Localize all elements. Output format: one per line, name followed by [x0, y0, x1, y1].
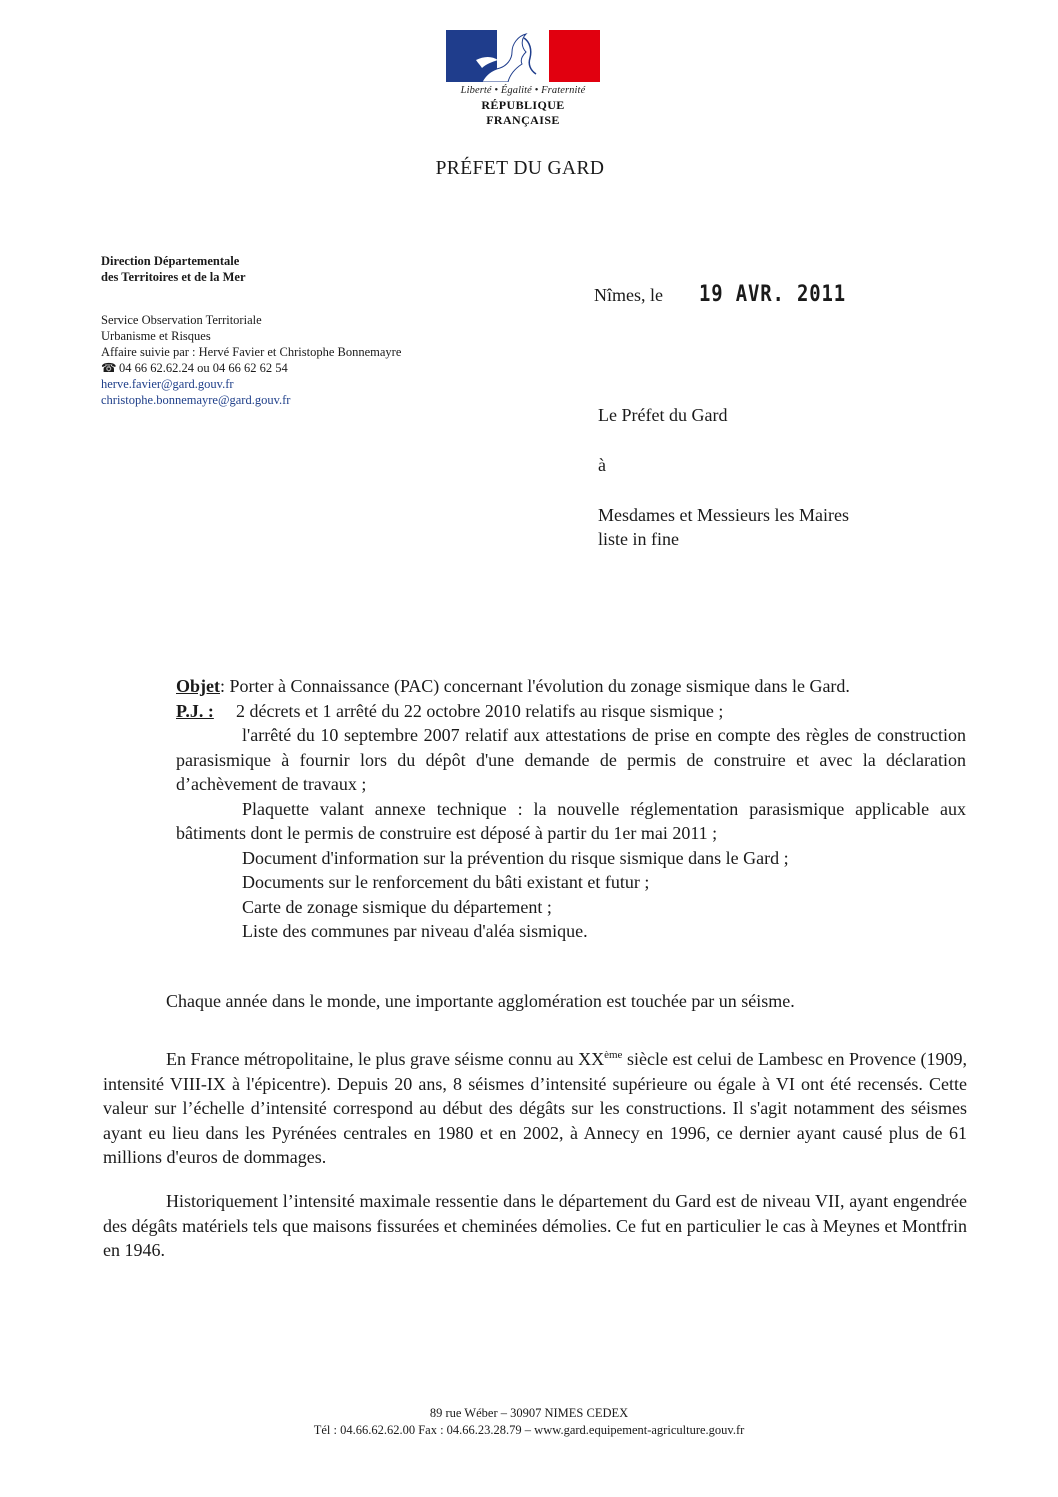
paragraph-1 [103, 989, 967, 1014]
paragraph-2 [103, 1043, 967, 1170]
footer-contact: Tél : 04.66.62.62.00 Fax : 04.66.23.28.79 – www.gard.equipement-agriculture.gouv.fr [313, 1423, 745, 1437]
objet-label: Objet [176, 676, 220, 696]
date-place: Nîmes, le [594, 285, 663, 305]
pj-item-7: Liste des communes par niveau d'aléa sismique. [242, 921, 588, 941]
paragraph-3 [103, 1189, 967, 1263]
paragraph-2-rest: siècle est celui de Lambesc en Provence (1909, intensité VIII-IX à l'épicentre). Depuis 20 ans, 8 séismes d’intensité supérieure ou égale à VI ont été recensés. Cette valeur sur l’échelle d’intensité correspond au début des dégâts sur les constructions. Il s'agit notamment des séismes ayant eu lieu dans les Pyrénées centrales en 1980 et en 2002, à Annecy en 1996, ce dernier ayant causé plus de 61 millions d'euros de dommages. [103, 1049, 968, 1167]
pj-list [176, 723, 966, 944]
phone-number: 04 66 62.62.24 ou 04 66 62 62 54 [119, 361, 288, 375]
email-link-2[interactable]: christophe.bonnemayre@gard.gouv.fr [101, 393, 291, 407]
service-line-1: Service Observation Territoriale [101, 313, 262, 327]
pj-item-4: Document d'information sur la prévention du risque sismique dans le Gard ; [242, 847, 789, 868]
date-line [594, 282, 870, 307]
org-line-2: des Territoires et de la Mer [101, 270, 246, 284]
org-line-1: Direction Départementale [101, 254, 240, 268]
pj-item-1: 2 décrets et 1 arrêté du 22 octobre 2010 relatifs au risque sismique ; [236, 700, 724, 721]
footer-address: 89 rue Wéber – 30907 NIMES CEDEX [429, 1406, 629, 1420]
pj-item-3: Plaquette valant annexe technique : la nouvelle réglementation parasismique applicable aux bâtiments dont le permis de construire est déposé à partir du 1er mai 2011 ; [176, 798, 966, 843]
recipient-line-2: liste in fine [598, 529, 679, 549]
objet-block [176, 674, 966, 944]
recipient-line-1: Mesdames et Messieurs les Maires [598, 505, 849, 525]
email-link-1[interactable]: herve.favier@gard.gouv.fr [101, 377, 234, 391]
paragraph-1-text: Chaque année dans le monde, une importante agglomération est touchée par un séisme. [166, 991, 795, 1011]
pj-item-2: l'arrêté du 10 septembre 2007 relatif aux attestations de prise en compte des règles de construction parasismique à fournir lors du dépôt d'une demande de permis de construire et avec la déclaration d’achèvement de travaux ; [176, 725, 966, 794]
service-line-2: Urbanisme et Risques [101, 329, 211, 343]
recipient-from: Le Préfet du Gard [598, 405, 728, 425]
objet-text: : Porter à Connaissance (PAC) concernant l'évolution du zonage sismique dans le Gard. [220, 676, 850, 696]
service-contact-block [101, 312, 401, 408]
paragraph-2-superscript: ème [604, 1049, 623, 1061]
prefet-title: PRÉFET DU GARD [435, 158, 605, 179]
date-stamp: 19 AVR. 2011 [699, 282, 847, 307]
republic-name: RÉPUBLIQUE FRANÇAISE [481, 98, 565, 127]
marianne-flag-icon [446, 30, 600, 82]
pj-first-row [176, 699, 966, 724]
objet-line [176, 674, 966, 699]
marianne-logo [446, 30, 600, 128]
motto-text: Liberté • Égalité • Fraternité [460, 85, 586, 96]
pj-label: P.J. : [176, 700, 214, 721]
paragraph-2-start: En France métropolitaine, le plus grave séisme connu au XX [166, 1049, 605, 1069]
recipient-to-word: à [598, 455, 606, 475]
sender-organization [101, 253, 246, 285]
phone-line [101, 360, 401, 376]
pj-item-5: Documents sur le renforcement du bâti existant et futur ; [242, 872, 650, 892]
telephone-icon: ☎ [101, 361, 117, 375]
pj-item-6: Carte de zonage sismique du département ; [242, 896, 552, 917]
paragraph-3-text: Historiquement l’intensité maximale ressentie dans le département du Gard est de niveau VII, ayant engendrée des dégâts matériels tels que maisons fissurées et cheminées démolies. Ce fut en particulier le cas à Meynes et Montfrin en 1946. [103, 1191, 967, 1260]
affaire-suivie: Affaire suivie par : Hervé Favier et Christophe Bonnemayre [101, 345, 402, 359]
